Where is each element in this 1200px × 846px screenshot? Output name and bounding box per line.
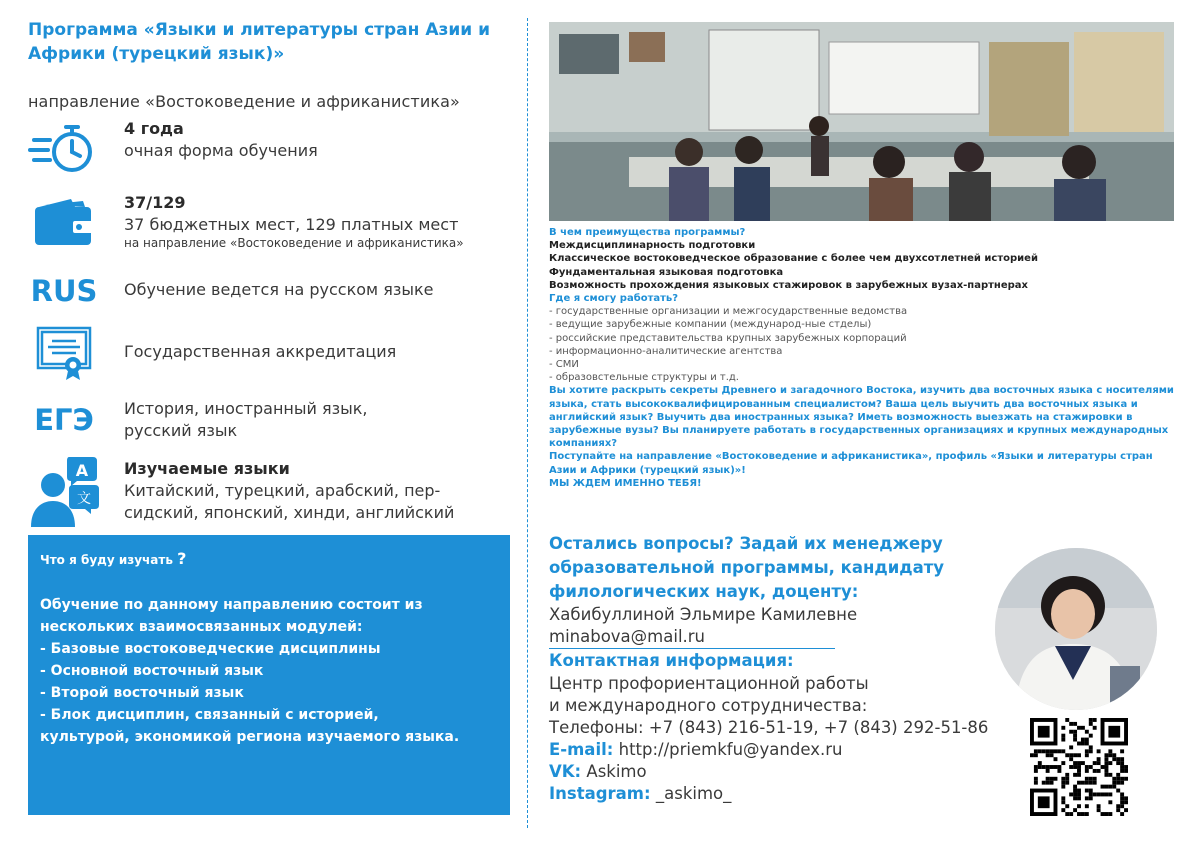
study-module-4b: культурой, экономикой региона изучаемого языка. — [40, 729, 460, 745]
qr-code[interactable] — [1030, 718, 1128, 816]
exams-row — [24, 389, 514, 451]
promo-line-7: Азии и Африки (турецкий язык)»! — [549, 464, 746, 476]
svg-text:A: A — [75, 461, 89, 480]
promo-line-3: английский язык? Выучить два иностранных языка? Иметь возможность выезжать на стажировки в — [549, 411, 1133, 423]
languages-line-2: сидский, японский, хинди, английский — [124, 503, 455, 522]
advantage-1: Междисциплинарность подготовки — [549, 240, 756, 252]
exams-line-2: русский язык — [124, 421, 238, 440]
svg-text:文: 文 — [77, 491, 91, 507]
study-module-3: - Второй восточный язык — [40, 685, 244, 701]
work-item-6: - образовстельные структуры и т.д. — [549, 372, 739, 384]
places-value: 37/129 — [124, 193, 186, 212]
work-item-3: - российские представительства крупных зарубежных корпораций — [549, 332, 907, 344]
language-desc: Обучение ведется на русском языке — [124, 280, 434, 299]
accreditation-desc: Государственная аккредитация — [124, 342, 397, 361]
rus-badge: RUS — [30, 274, 98, 308]
advantage-4: Возможность прохождения языковых стажировок в зарубежных вузах-партнерах — [549, 279, 1028, 291]
work-item-2: - ведущие зарубежные компании (международ-ные стделы) — [549, 319, 872, 331]
contact-heading-2: образовательной программы, кандидату — [549, 558, 945, 577]
manager-photo — [995, 548, 1157, 710]
promo-line-5: компаниях? — [549, 438, 618, 450]
accreditation-row — [24, 322, 514, 384]
study-module-1: - Базовые востоковедческие дисциплины — [40, 641, 381, 657]
contact-heading-1: Остались вопросы? Задай их менеджеру — [549, 534, 943, 553]
vk-row: VK: Askimo — [549, 762, 647, 781]
promo-line-8: МЫ ЖДЕМ ИМЕННО ТЕБЯ! — [549, 477, 702, 489]
study-module-4a: - Блок дисциплин, связанный с историей, — [40, 707, 379, 723]
study-box — [28, 535, 510, 815]
promo-line-1: Вы хотите раскрыть секреты Древнего и загадочного Востока, изучить два восточных языка с носителями — [549, 385, 1174, 397]
language-row — [24, 260, 514, 322]
languages-title: Изучаемые языки — [124, 459, 290, 478]
promo-line-2: языка, стать высококвалифицированным специалистом? Ваша цель выучить два восточных языка и — [549, 398, 1138, 410]
classroom-photo — [549, 22, 1174, 221]
contact-heading-3: филологических наук, доценту: — [549, 582, 859, 601]
wallet-icon — [24, 192, 104, 254]
duration-value: 4 года — [124, 119, 184, 138]
study-intro-1: Обучение по данному направлению состоит из — [40, 597, 423, 613]
places-desc: 37 бюджетных мест, 129 платных мест — [124, 215, 459, 234]
direction-label: направление «Востоковедение и африканистика» — [28, 92, 460, 111]
email-row: E-mail: http://priemkfu@yandex.ru — [549, 740, 843, 759]
study-question: Что я буду изучать ? — [40, 549, 187, 568]
duration-row — [24, 118, 514, 180]
promo-line-6: Поступайте на направление «Востоковедение и африканистика», профиль «Языки и литературы стран — [549, 451, 1153, 463]
exams-line-1: История, иностранный язык, — [124, 399, 368, 418]
manager-email-link[interactable]: minabova@mail.ru — [549, 626, 835, 649]
center-line-1: Центр профориентационной работы — [549, 674, 869, 693]
column-divider — [527, 18, 528, 828]
promo-line-4: зарубежные вузы? Вы планируете работать в государственных организациях и крупных международных — [549, 425, 1169, 437]
advantage-2: Классическое востоковедческое образование с более чем двухсотлетней историей — [549, 253, 1038, 265]
manager-name: Хабибуллиной Эльмире Камилевне — [549, 605, 858, 624]
phones: Телефоны: +7 (843) 216-51-19, +7 (843) 292-51-86 — [549, 718, 989, 737]
duration-desc: очная форма обучения — [124, 141, 318, 160]
email-link[interactable]: http://priemkfu@yandex.ru — [618, 740, 843, 759]
page-title: Программа «Языки и литературы стран Азии и Африки (турецкий язык)» — [28, 20, 491, 64]
instagram-row: Instagram: _askimo_ — [549, 784, 732, 803]
advantage-3: Фундаментальная языковая подготовка — [549, 266, 784, 278]
work-question: Где я смогу работать? — [549, 293, 679, 305]
languages-line-1: Китайский, турецкий, арабский, пер- — [124, 481, 441, 500]
work-item-4: - информационно-аналитические агентства — [549, 345, 783, 357]
certificate-icon — [24, 322, 104, 384]
advantages-section — [549, 226, 1174, 490]
contact-info-title: Контактная информация: — [549, 651, 794, 670]
study-intro-2: нескольких взаимосвязанных модулей: — [40, 619, 363, 635]
vk-link[interactable]: Askimo — [586, 762, 647, 781]
work-item-1: - государственные организации и межгосударственные ведомства — [549, 306, 908, 318]
instagram-link[interactable]: _askimo_ — [655, 784, 732, 803]
contact-section — [549, 532, 989, 805]
study-module-2: - Основной восточный язык — [40, 663, 264, 679]
advantages-question: В чем преимущества программы? — [549, 227, 746, 238]
places-note: на направление «Востоковедение и африканистика» — [124, 236, 464, 250]
places-row — [24, 192, 514, 254]
stopwatch-icon — [24, 118, 104, 180]
languages-row — [24, 455, 514, 529]
center-line-2: и международного сотрудничества: — [549, 696, 868, 715]
work-item-5: - СМИ — [549, 359, 579, 371]
ege-badge: ЕГЭ — [34, 403, 94, 437]
person-language-icon — [24, 455, 104, 529]
